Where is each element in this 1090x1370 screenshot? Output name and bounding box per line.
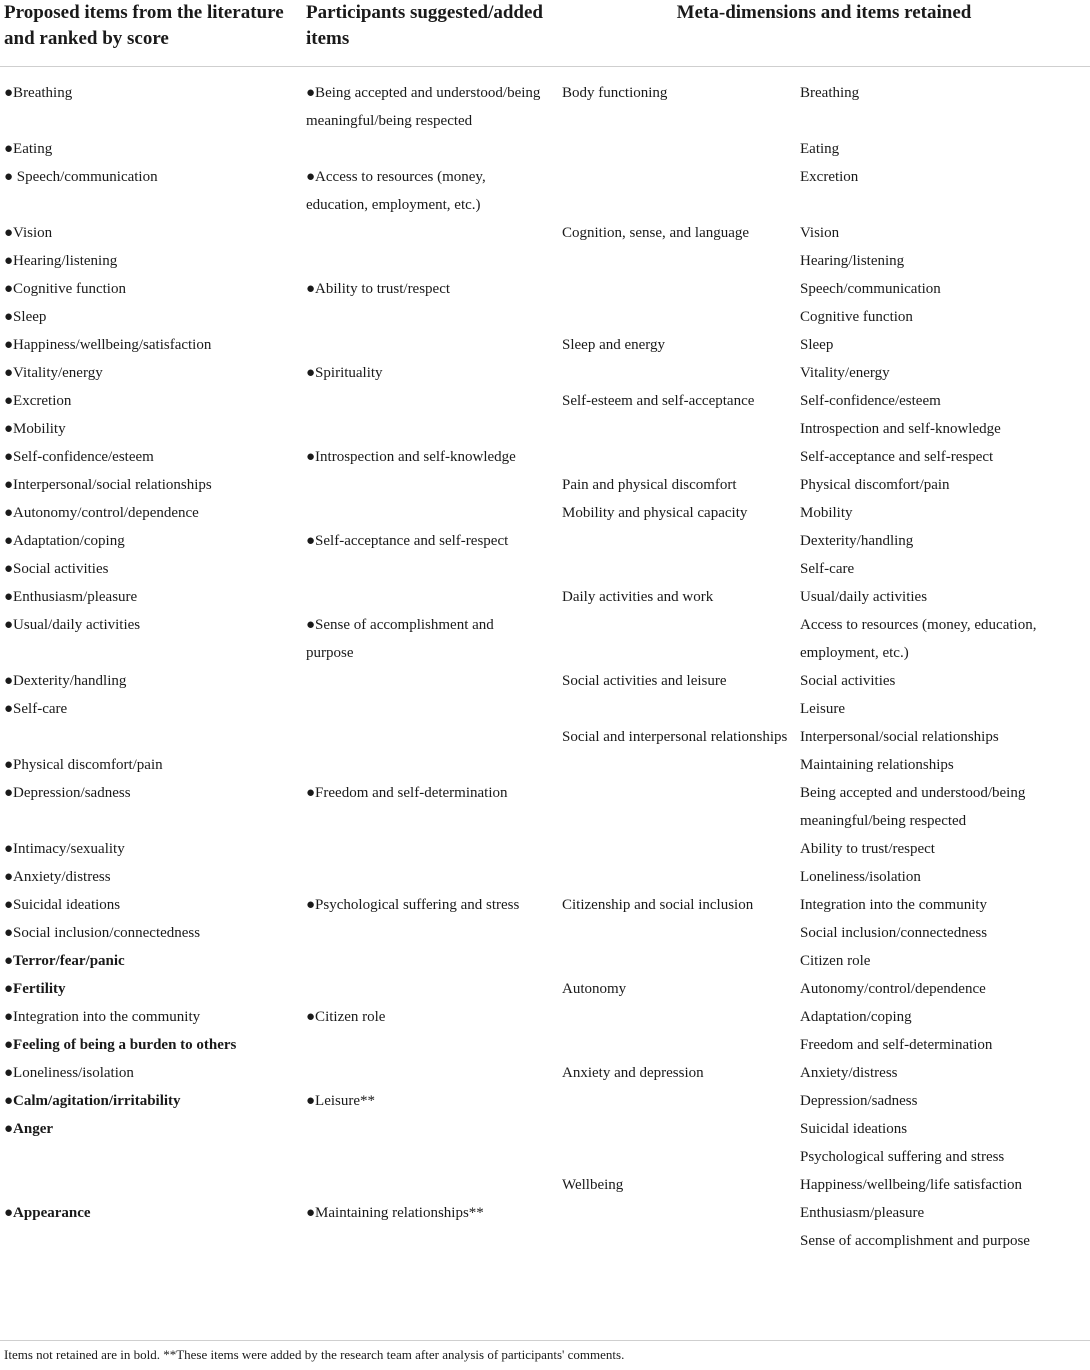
table-row [0, 163, 1090, 219]
retained-item-cell: Ability to trust/respect [800, 840, 935, 857]
retained-item-cell: Autonomy/control/dependence [800, 980, 986, 997]
meta-dimension-cell [558, 695, 796, 723]
table-row [0, 723, 1090, 751]
participant-item-cell: ●Ability to trust/respect [306, 280, 451, 297]
retained-item-cell: Depression/sadness [800, 1092, 918, 1109]
proposed-item-cell: ●Suicidal ideations [4, 896, 121, 913]
meta-dimension-cell [558, 163, 796, 219]
participant-item-cell [300, 555, 558, 583]
participant-item-cell [300, 1227, 558, 1255]
participant-item-cell: ●Sense of accomplishment and purpose [306, 616, 494, 661]
meta-dimension-cell [558, 443, 796, 471]
proposed-item-cell: ●Fertility [4, 980, 66, 997]
meta-dimension-cell [558, 751, 796, 779]
proposed-item-cell: ●Cognitive function [4, 280, 126, 297]
meta-dimension-cell [558, 1003, 796, 1031]
table-row [0, 219, 1090, 247]
participant-item-cell [300, 751, 558, 779]
participant-item-cell: ●Introspection and self-knowledge [306, 448, 516, 465]
participant-item-cell [300, 415, 558, 443]
participant-item-cell [300, 695, 558, 723]
retained-item-cell: Breathing [800, 84, 860, 101]
retained-item-cell: Social inclusion/connectedness [800, 924, 988, 941]
table-row [0, 415, 1090, 443]
participant-item-cell [300, 303, 558, 331]
retained-item-cell: Sleep [800, 336, 834, 353]
proposed-item-cell: ●Usual/daily activities [4, 616, 141, 633]
participant-item-cell: ●Spirituality [306, 364, 383, 381]
meta-dimension-cell: Body functioning [562, 84, 668, 101]
proposed-item-cell: ●Appearance [4, 1204, 91, 1221]
proposed-item-cell: ●Vitality/energy [4, 364, 103, 381]
meta-dimension-cell: Pain and physical discomfort [562, 476, 737, 493]
meta-dimension-cell: Sleep and energy [562, 336, 666, 353]
table-row [0, 1227, 1090, 1255]
participant-item-cell [300, 667, 558, 695]
participant-item-cell: ●Freedom and self-determination [306, 784, 508, 801]
table-row [0, 779, 1090, 835]
meta-dimension-cell: Social and interpersonal relationships [562, 728, 788, 745]
meta-dimension-cell [558, 863, 796, 891]
table-row [0, 555, 1090, 583]
retained-item-cell: Happiness/wellbeing/life satisfaction [800, 1176, 1023, 1193]
table-row [0, 1143, 1090, 1171]
participant-item-cell: ●Citizen role [306, 1008, 386, 1025]
table-row [0, 331, 1090, 359]
participant-item-cell [300, 331, 558, 359]
retained-item-cell: Adaptation/coping [800, 1008, 912, 1025]
retained-item-cell: Mobility [800, 504, 853, 521]
participant-item-cell [300, 387, 558, 415]
proposed-item-cell [0, 723, 300, 751]
table-row [0, 835, 1090, 863]
proposed-item-cell [0, 1227, 300, 1255]
table-row [0, 1087, 1090, 1115]
proposed-item-cell: ●Enthusiasm/pleasure [4, 588, 138, 605]
proposed-item-cell: ●Happiness/wellbeing/satisfaction [4, 336, 212, 353]
meta-dimension-cell: Citizenship and social inclusion [562, 896, 754, 913]
meta-dimension-cell [558, 415, 796, 443]
participant-item-cell: ●Psychological suffering and stress [306, 896, 520, 913]
retained-item-cell: Physical discomfort/pain [800, 476, 950, 493]
proposed-item-cell: ●Calm/agitation/irritability [4, 1092, 181, 1109]
participant-item-cell [300, 247, 558, 275]
participant-item-cell [300, 499, 558, 527]
retained-item-cell: Psychological suffering and stress [800, 1148, 1005, 1165]
retained-item-cell: Leisure [800, 700, 845, 717]
proposed-item-cell: ●Adaptation/coping [4, 532, 125, 549]
meta-dimension-cell [558, 779, 796, 835]
meta-dimension-cell [558, 835, 796, 863]
retained-item-cell: Speech/communication [800, 280, 941, 297]
participant-item-cell [300, 1143, 558, 1171]
retained-item-cell: Vitality/energy [800, 364, 890, 381]
participant-item-cell [300, 1115, 558, 1143]
participant-item-cell: ●Being accepted and understood/being meaningful/being respected [306, 84, 541, 129]
participant-item-cell [300, 919, 558, 947]
meta-dimension-cell [558, 1087, 796, 1115]
retained-item-cell: Social activities [800, 672, 896, 689]
proposed-item-cell: ●Self-confidence/esteem [4, 448, 154, 465]
participant-item-cell: ●Maintaining relationships** [306, 1204, 484, 1221]
participant-item-cell [300, 1171, 558, 1199]
proposed-item-cell: ●Interpersonal/social relationships [4, 476, 212, 493]
meta-dimension-cell [558, 1115, 796, 1143]
proposed-item-cell [0, 1143, 300, 1171]
meta-dimension-cell: Autonomy [562, 980, 627, 997]
table-row [0, 443, 1090, 471]
participant-item-cell: ●Access to resources (money, education, employment, etc.) [306, 168, 486, 213]
proposed-item-cell: ●Autonomy/control/dependence [4, 504, 199, 521]
retained-item-cell: Cognitive function [800, 308, 913, 325]
table-row [0, 891, 1090, 919]
meta-dimension-cell [558, 303, 796, 331]
table-row [0, 1031, 1090, 1059]
retained-item-cell: Hearing/listening [800, 252, 905, 269]
retained-item-cell: Interpersonal/social relationships [800, 728, 999, 745]
proposed-item-cell: ●Sleep [4, 308, 47, 325]
proposed-item-cell: ●Social inclusion/connectedness [4, 924, 201, 941]
proposed-item-cell: ●Terror/fear/panic [4, 952, 125, 969]
retained-item-cell: Citizen role [800, 952, 871, 969]
meta-dimension-cell [558, 359, 796, 387]
table-row [0, 1199, 1090, 1227]
table-body [0, 66, 1090, 1255]
meta-dimension-cell: Daily activities and work [562, 588, 714, 605]
table-row [0, 583, 1090, 611]
table-row [0, 135, 1090, 163]
meta-dimension-cell: Self-esteem and self-acceptance [562, 392, 755, 409]
meta-dimension-cell [558, 1227, 796, 1255]
proposed-item-cell: ●Mobility [4, 420, 66, 437]
meta-dimension-cell: Mobility and physical capacity [562, 504, 748, 521]
retained-item-cell: Dexterity/handling [800, 532, 914, 549]
meta-dimension-cell [558, 135, 796, 163]
proposed-item-cell: ●Eating [4, 140, 53, 157]
table-row [0, 695, 1090, 723]
participant-item-cell [300, 975, 558, 1003]
meta-dimension-cell [558, 947, 796, 975]
proposed-item-cell: ●Feeling of being a burden to others [4, 1036, 237, 1053]
table-row [0, 499, 1090, 527]
meta-dimension-cell [558, 555, 796, 583]
participant-item-cell [300, 135, 558, 163]
participant-item-cell [300, 471, 558, 499]
header-proposed-items: Proposed items from the literature and ranked by score [0, 0, 300, 66]
table-row [0, 387, 1090, 415]
participant-item-cell [300, 583, 558, 611]
meta-dimension-cell: Cognition, sense, and language [562, 224, 750, 241]
table-row [0, 66, 1090, 135]
meta-dimension-cell [558, 275, 796, 303]
participant-item-cell [300, 835, 558, 863]
retained-item-cell: Eating [800, 140, 840, 157]
retained-item-cell: Suicidal ideations [800, 1120, 908, 1137]
meta-dimension-cell [558, 611, 796, 667]
proposed-item-cell: ●Self-care [4, 700, 68, 717]
table-row [0, 471, 1090, 499]
retained-item-cell: Loneliness/isolation [800, 868, 921, 885]
table-row [0, 303, 1090, 331]
table-row [0, 275, 1090, 303]
meta-dimension-cell [558, 1199, 796, 1227]
meta-dimension-cell [558, 1143, 796, 1171]
table-row [0, 1115, 1090, 1143]
table-row [0, 247, 1090, 275]
table-row [0, 975, 1090, 1003]
proposed-item-cell [0, 1171, 300, 1199]
retained-item-cell: Vision [800, 224, 840, 241]
participant-item-cell [300, 1059, 558, 1087]
meta-dimension-cell [558, 919, 796, 947]
table-row [0, 1171, 1090, 1199]
participant-item-cell [300, 947, 558, 975]
table-row [0, 1003, 1090, 1031]
proposed-item-cell: ●Excretion [4, 392, 72, 409]
participant-item-cell [300, 1031, 558, 1059]
table-row [0, 947, 1090, 975]
participant-item-cell [300, 219, 558, 247]
proposed-item-cell: ●Social activities [4, 560, 109, 577]
header-participant-items: Participants suggested/added items [300, 0, 558, 66]
table-row [0, 863, 1090, 891]
proposed-item-cell: ●Hearing/listening [4, 252, 118, 269]
proposed-item-cell: ●Integration into the community [4, 1008, 201, 1025]
proposed-item-cell: ●Vision [4, 224, 53, 241]
proposed-item-cell: ●Anxiety/distress [4, 868, 111, 885]
table-row [0, 527, 1090, 555]
meta-dimension-cell: Wellbeing [562, 1176, 624, 1193]
table-row [0, 1059, 1090, 1087]
table-header-row [0, 0, 1090, 66]
retained-item-cell: Self-confidence/esteem [800, 392, 941, 409]
participant-item-cell [300, 723, 558, 751]
retained-item-cell: Freedom and self-determination [800, 1036, 993, 1053]
retained-item-cell: Excretion [800, 168, 859, 185]
proposed-item-cell: ●Depression/sadness [4, 784, 131, 801]
retained-item-cell: Self-acceptance and self-respect [800, 448, 994, 465]
retained-item-cell: Usual/daily activities [800, 588, 928, 605]
participant-item-cell: ●Self-acceptance and self-respect [306, 532, 509, 549]
table-row [0, 359, 1090, 387]
retained-item-cell: Anxiety/distress [800, 1064, 898, 1081]
proposed-item-cell: ●Physical discomfort/pain [4, 756, 163, 773]
retained-item-cell: Introspection and self-knowledge [800, 420, 1001, 437]
table-row [0, 751, 1090, 779]
participant-item-cell [300, 863, 558, 891]
table-row [0, 919, 1090, 947]
meta-dimension-cell [558, 1031, 796, 1059]
proposed-item-cell: ●Breathing [4, 84, 73, 101]
retained-item-cell: Sense of accomplishment and purpose [800, 1232, 1030, 1249]
retained-item-cell: Maintaining relationships [800, 756, 954, 773]
meta-dimension-cell [558, 527, 796, 555]
table-row [0, 611, 1090, 667]
participant-item-cell: ●Leisure** [306, 1092, 376, 1109]
retained-item-cell: Being accepted and understood/being meaningful/being respected [800, 784, 1026, 829]
proposed-item-cell: ●Loneliness/isolation [4, 1064, 134, 1081]
proposed-item-cell: ●Intimacy/sexuality [4, 840, 125, 857]
meta-dimension-cell: Anxiety and depression [562, 1064, 704, 1081]
retained-item-cell: Access to resources (money, education, employment, etc.) [800, 616, 1037, 661]
proposed-item-cell: ●Anger [4, 1120, 54, 1137]
meta-dimension-cell [558, 247, 796, 275]
table-row [0, 667, 1090, 695]
retained-item-cell: Integration into the community [800, 896, 988, 913]
proposed-item-cell: ● Speech/communication [4, 168, 158, 185]
meta-dimension-cell: Social activities and leisure [562, 672, 727, 689]
retained-item-cell: Self-care [800, 560, 855, 577]
table-footnote: Items not retained are in bold. **These items were added by the research team after analysis of participants' comments. [0, 1340, 1090, 1364]
retained-item-cell: Enthusiasm/pleasure [800, 1204, 925, 1221]
header-meta-dimensions: Meta-dimensions and items retained [558, 0, 1090, 66]
proposed-item-cell: ●Dexterity/handling [4, 672, 127, 689]
